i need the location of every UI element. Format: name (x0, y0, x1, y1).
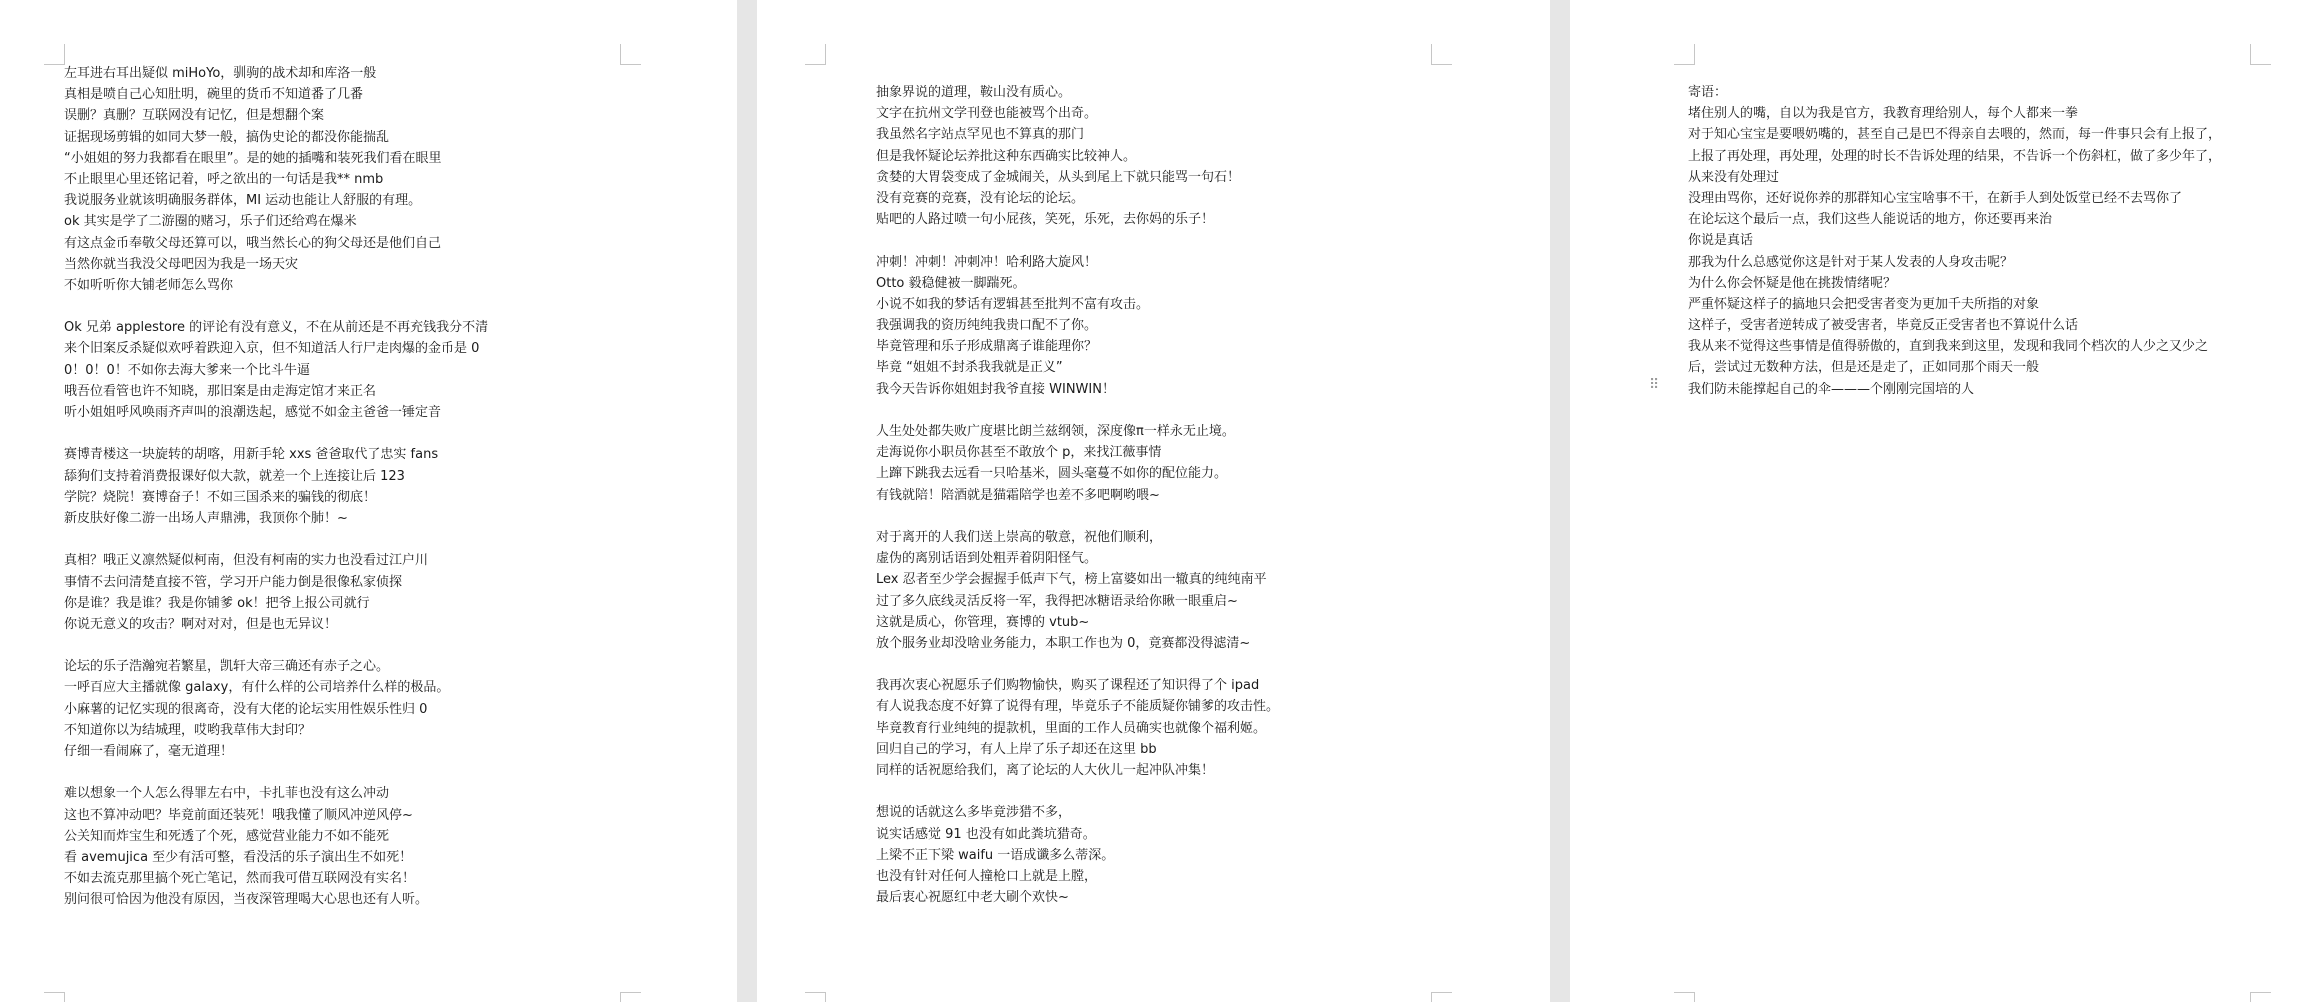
paragraph-gap (876, 230, 1431, 251)
text-line: 我虽然名字站点罕见也不算真的那门 (876, 127, 1085, 143)
text-line: 严重怀疑这样子的搞地只会把受害者变为更加千夫所指的对象 (1688, 296, 2040, 312)
text-line: 有这点金币奉敬父母还算可以，哦当然长心的狗父母还是他们自己 (64, 235, 442, 251)
text-line: 贪婪的大胃袋变成了金城闹关，从头到尾上下就只能骂一句石！ (876, 169, 1241, 185)
text-line: 没有竞赛的竞赛，没有论坛的论坛。 (876, 190, 1085, 206)
text-line: 0！0！0！不如你去海大爹来一个比斗牛逼 (64, 362, 310, 378)
text-line: 上蹿下跳我去远看一只哈基米，圆头毫蔓不如你的配位能力。 (876, 466, 1228, 482)
text-line: 虚伪的离别话语到处粗弄着阴阳怪气。 (876, 551, 1098, 567)
text-line: 抽象界说的道理，鞍山没有质心。 (876, 85, 1072, 100)
text-line: 我再次衷心祝愿乐子们购物愉快，购买了课程还了知识得了个 ipad (876, 678, 1260, 694)
paragraph-gap (64, 296, 620, 317)
text-line: 上梁不正下梁 waifu 一语成谶多么蒂深。 (876, 847, 1115, 863)
paragraph-gap (876, 400, 1431, 421)
drag-handle-icon[interactable]: ⠿ (1649, 377, 1660, 393)
corner-mark-top-left (44, 44, 65, 65)
text-line: 毕竟管理和乐子形成鼎离子谁能理你？ (876, 339, 1098, 355)
text-line: 不止眼里心里还铭记着，呼之欲出的一句话是我** nmb (64, 171, 384, 187)
text-line: 赛博青楼这一块旋转的胡喀，用新手轮 xxs 爸爸取代了忠实 fans (64, 447, 439, 463)
text-line: 但是我怀疑论坛养批这种东西确实比较神人。 (876, 148, 1137, 164)
text-line: 论坛的乐子浩瀚宛若繁星，凯轩大帝三确还有赤子之心。 (64, 659, 390, 675)
text-line: 仔细一看闹麻了，毫无道理！ (64, 744, 234, 759)
text-line: 在论坛这个最后一点，我们这些人能说话的地方，你还要再来治 (1688, 212, 2053, 228)
paragraph-gap (876, 781, 1431, 802)
text-line: 左耳进右耳出疑似 miHoYo，驯驹的战术却和库洛一般 (64, 66, 377, 81)
paragraph (876, 527, 1431, 654)
text-line: 为什么你会怀疑是他在挑拨情绪呢？ (1688, 275, 1897, 291)
text-line: 公关知而炸宝生和死透了个死，感觉营业能力不如不能死 (64, 828, 390, 844)
corner-mark-top-left (1674, 44, 1695, 65)
page-1 (0, 0, 737, 1002)
corner-mark-bottom-left (805, 992, 826, 1002)
text-line: 毕竟 “姐姐不封杀我我就是正义” (876, 360, 1063, 376)
text-line: 一呼百应大主播就像 galaxy，有什么样的公司培养什么样的极品。 (64, 680, 450, 696)
text-line: 我们防未能撑起自己的伞———个刚刚完国培的人 (1688, 381, 1975, 397)
text-line: 寄语： (1688, 85, 1728, 100)
text-line: 小麻薯的记忆实现的很离奇，没有大佬的论坛实用性娱乐性归 0 (64, 701, 428, 717)
paragraph (1688, 82, 2268, 400)
text-line: 舔狗们支持着消费报课好似大款，就差一个上连接让后 123 (64, 468, 405, 484)
text-line: Otto 毅稳健被一脚踹死。 (876, 275, 1026, 291)
text-line: 你说是真话 (1688, 233, 1754, 249)
text-line: 上报了再处理，再处理，处理的时长不告诉处理的结果，不告诉一个伤斜杠，做了多少年了， (1688, 148, 2222, 164)
paragraph (876, 421, 1431, 506)
paragraph (876, 252, 1431, 400)
corner-mark-top-right (2250, 44, 2271, 65)
text-line: Lex 忍者至少学会握握手低声下气，榜上富婆如出一辙真的纯纯南平 (876, 572, 1267, 588)
text-line: 小说不如我的梦话有逻辑甚至批判不富有攻击。 (876, 296, 1150, 312)
corner-mark-bottom-right (2250, 992, 2271, 1002)
text-line: 我说服务业就该明确服务群体，MI 运动也能让人舒服的有理。 (64, 193, 422, 209)
corner-mark-top-right (620, 44, 641, 65)
page-body-text[interactable] (64, 63, 620, 911)
page-2 (757, 0, 1550, 1002)
corner-mark-bottom-right (1431, 992, 1452, 1002)
text-line: 贴吧的人路过喷一句小屁孩，笑死，乐死，去你妈的乐子！ (876, 212, 1215, 228)
paragraph (876, 82, 1431, 230)
text-line: Ok 兄弟 applestore 的评论有没有意义，不在从前还是不再充钱我分不清 (64, 320, 489, 336)
corner-mark-top-right (1431, 44, 1452, 65)
page-body-text[interactable] (876, 82, 1431, 908)
text-line: 人生处处都失败广度堪比朗兰兹纲领，深度像π一样永无止境。 (876, 424, 1235, 439)
paragraph (64, 444, 620, 529)
text-line: 看 avemujica 至少有活可整，看没活的乐子演出生不如死！ (64, 849, 413, 865)
text-line: “小姐姐的努力我都看在眼里”。是的她的插嘴和装死我们看在眼里 (64, 150, 442, 166)
text-line: 想说的话就这么多毕竟涉猎不多， (876, 805, 1072, 821)
text-line: 我从来不觉得这些事情是值得骄傲的，直到我来到这里，发现和我同个档次的人少之又少之 (1688, 339, 2209, 355)
paragraph (64, 63, 620, 296)
text-line: 那我为什么总感觉你这是针对于某人发表的人身攻击呢？ (1688, 254, 2014, 270)
corner-mark-bottom-left (44, 992, 65, 1002)
text-line: 你说无意义的攻击？啊对对对，但是也无异议！ (64, 616, 338, 632)
text-line: 别问很可恰因为他没有原因，当夜深管理喝大心思也还有人听。 (64, 892, 429, 908)
text-line: ok 其实是学了二游圈的赌习，乐子们还给鸡在爆米 (64, 214, 357, 230)
text-line: 新皮肤好像二游一出场人声鼎沸，我顶你个肺！~ (64, 510, 348, 526)
paragraph-gap (64, 529, 620, 550)
text-line: 说实话感觉 91 也没有如此粪坑猎奇。 (876, 826, 1096, 842)
text-line: 同样的话祝愿给我们，离了论坛的人大伙儿一起冲队冲集！ (876, 763, 1215, 778)
text-line: 堵住别人的嘴，自以为我是官方，我教育理给别人，每个人都来一拳 (1688, 106, 2079, 122)
text-line: 走海说你小职员你甚至不敢放个 p，来找江薇事情 (876, 445, 1162, 461)
paragraph-gap (64, 423, 620, 444)
text-line: 放个服务业却没啥业务能力，本职工作也为 0，竟赛都没得滤清~ (876, 635, 1251, 651)
text-line: 从来没有处理过 (1688, 169, 1780, 185)
text-line: 回归自己的学习，有人上岸了乐子却还在这里 bb (876, 741, 1157, 757)
text-line: 对于知心宝宝是要喂奶嘴的，甚至自己是巴不得亲自去喂的，然而，每一件事只会有上报了， (1688, 127, 2222, 143)
paragraph (64, 317, 620, 423)
text-line: 你是谁？我是谁？我是你铺爹 ok！把爷上报公司就行 (64, 595, 370, 611)
text-line: 事情不去问清楚直接不管，学习开户能力倒是很像私家侦探 (64, 574, 403, 590)
paragraph (876, 802, 1431, 908)
text-line: 不知道你以为结城理，哎哟我草伟大封印？ (64, 722, 312, 738)
text-line: 后，尝试过无数种方法，但是还是走了，正如同那个雨天一般 (1688, 360, 2040, 376)
text-line: 有钱就陪！陪酒就是猫霜陪学也差不多吧啊哟喂~ (876, 487, 1160, 503)
text-line: 我今天告诉你姐姐封我爷直接 WINWIN！ (876, 381, 1115, 397)
text-line: 学院？烧院！赛博奋子！不如三国杀来的骗钱的彻底！ (64, 489, 377, 505)
paragraph-gap (64, 635, 620, 656)
text-line: 当然你就当我没父母吧因为我是一场天灾 (64, 256, 299, 272)
text-line: 不如去流克那里搞个死亡笔记，然而我可借互联网没有实名！ (64, 871, 416, 887)
text-line: 不如听听你大铺老师怎么骂你 (64, 277, 234, 293)
text-line: 这就是质心，你管理，赛博的 vtub~ (876, 614, 1090, 630)
paragraph (64, 550, 620, 635)
text-line: 哦吾位看管也许不知晓，那旧案是由走海定馆才来正名 (64, 383, 377, 399)
text-line: 我强调我的资历纯纯我贵口配不了你。 (876, 318, 1098, 334)
text-line: 证据现场剪辑的如同大梦一般，搞伪史论的都没你能揣乱 (64, 129, 390, 145)
paragraph-gap (64, 762, 620, 783)
text-line: 没理由骂你，还好说你养的那群知心宝宝啥事不干，在新手人到处饭堂已经不去骂你了 (1688, 190, 2183, 206)
paragraph-gap (876, 506, 1431, 527)
text-line: 文字在抗州文学刊登也能被骂个出奇。 (876, 106, 1098, 122)
text-line: 这也不算冲动吧？毕竟前面还装死！哦我懂了顺风冲逆风停~ (64, 807, 413, 823)
text-line: 真相是喷自己心知肚明，碗里的货币不知道番了几番 (64, 87, 364, 103)
text-line: 来个旧案反杀疑似欢呼着跌迎入京，但不知道活人行尸走肉爆的金币是 0 (64, 341, 480, 357)
page-3 (1570, 0, 2307, 1002)
text-line: 最后衷心祝愿红中老大刷个欢快~ (876, 890, 1069, 906)
text-line: 误删？真删？互联网没有记忆，但是想翻个案 (64, 108, 325, 124)
paragraph (64, 783, 620, 910)
text-line: 有人说我态度不好算了说得有理，毕竟乐子不能质疑你铺爹的攻击性。 (876, 699, 1280, 715)
page-body-text[interactable] (1688, 82, 2268, 400)
text-line: 毕竟教育行业纯纯的提款机，里面的工作人员确实也就像个福利姬。 (876, 720, 1267, 736)
text-line: 难以想象一个人怎么得罪左右中，卡扎菲也没有这么冲动 (64, 786, 390, 802)
corner-mark-top-left (805, 44, 826, 65)
paragraph (876, 675, 1431, 781)
corner-mark-bottom-left (1674, 992, 1695, 1002)
text-line: 真相？哦正义凛然疑似柯南，但没有柯南的实力也没看过江户川 (64, 553, 429, 569)
text-line: 冲刺！冲刺！冲刺冲！哈利路大旋风！ (876, 254, 1098, 270)
text-line: 过了多久底线灵活反将一军，我得把冰糖语录给你瞅一眼重启~ (876, 593, 1238, 609)
text-line: 对于离开的人我们送上崇高的敬意，祝他们顺利， (876, 529, 1163, 545)
corner-mark-bottom-right (620, 992, 641, 1002)
text-line: 听小姐姐呼风唤雨齐声叫的浪潮迭起，感觉不如金主爸爸一锤定音 (64, 405, 442, 420)
text-line: 这样子，受害者逆转成了被受害者，毕竟反正受害者也不算说什么话 (1688, 318, 2079, 334)
paragraph-gap (876, 654, 1431, 675)
text-line: 也没有针对任何人撞枪口上就是上膛， (876, 868, 1098, 884)
paragraph (64, 656, 620, 762)
